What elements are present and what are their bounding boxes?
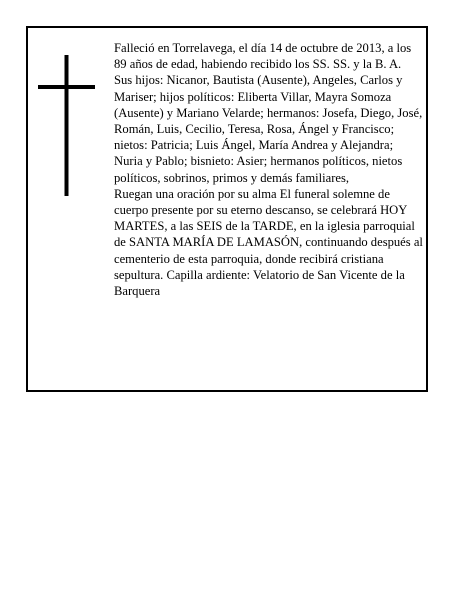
funeral-details: Ruegan una oración por su alma El funeral solemne de cuerpo presente por su eterno descanso, se celebrará HOY MARTES, a las SEIS de la TARDE, en la iglesia parroquial de SANTA MARÍA DE LAMASÓN, continuando después al cementerio de esta parroquia, donde recibirá cristiana sepultura. Capilla ardiente: Velatorio de San Vicente de la Barquera <box>114 186 423 299</box>
obituary-text <box>114 40 424 299</box>
family-list: Sus hijos: Nicanor, Bautista (Ausente), Angeles, Carlos y Mariser; hijos políticos: Eliberta Villar, Mayra Somoza (Ausente) y Mariano Velarde; hermanos: Josefa, Diego, José, Román, Luis, Cecilio, Teresa, Rosa, Ángel y Francisco; nietos: Patricia; Luis Ángel, María Andrea y Alejandra; Nuria y Pablo; bisnieto: Asier; hermanos políticos, nietos políticos, sobrinos, primos y demás familiares, <box>114 73 423 185</box>
death-announcement: Falleció en Torrelavega, el día 14 de octubre de 2013, a los 89 años de edad, habiendo recibido los SS. SS. y la B. A. <box>114 41 412 72</box>
